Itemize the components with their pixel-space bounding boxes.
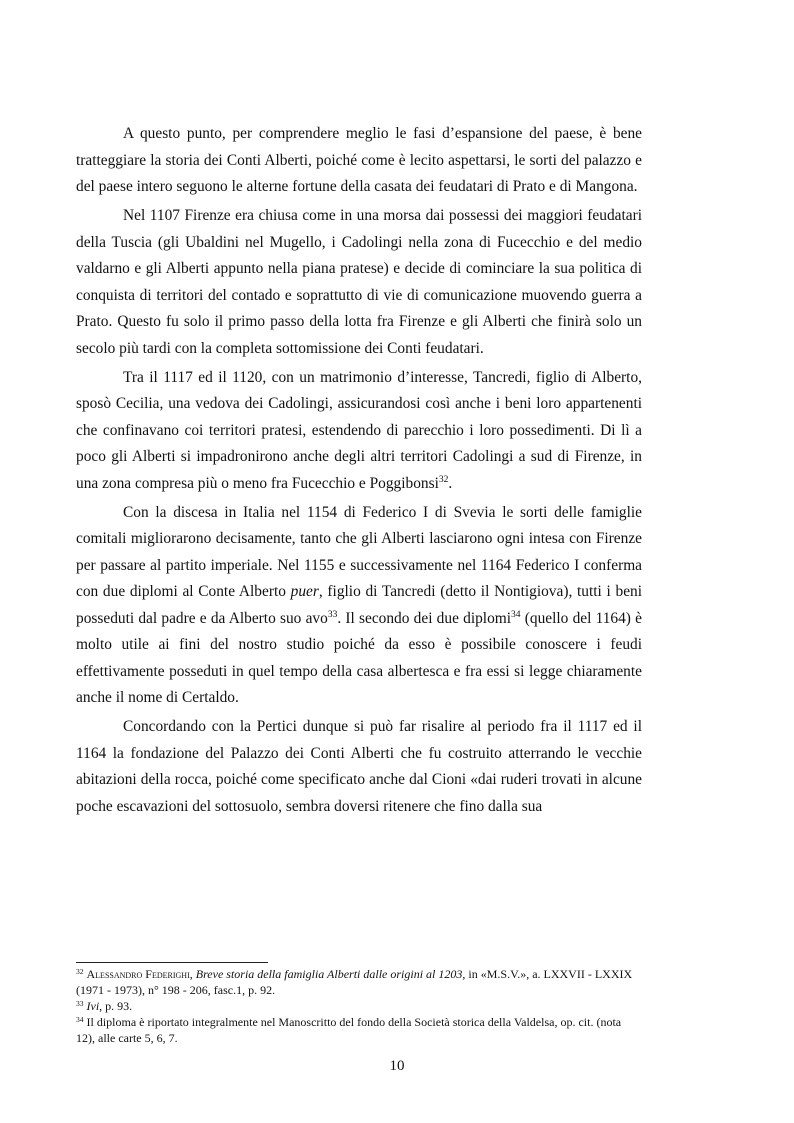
paragraph-3-text: Tra il 1117 ed il 1120, con un matrimonio d’interesse, Tancredi, figlio di Alberto, sposò Cecilia, una vedova dei Cadolingi, assicurandosi così anche i beni loro appartenenti che confinavano coi territori pratesi, estendendo di parecchio i loro possedimenti. Di lì a poco gli Alberti si impadronirono anche degli altri territori Cadolingi a sud di Firenze, in una zona compresa più o meno fra Fucecchio e Poggibonsi	[76, 368, 642, 492]
paragraph-4-italic: puer	[290, 583, 319, 600]
footnote-ivi: Ivi	[86, 999, 100, 1013]
paragraph-4-text-a: Con la discesa in Italia nel 1154 di Federico I di Svevia le sorti delle famiglie comitali migliorarono decisamente, tanto che gli Alberti lasciarono ogni intesa con Firenze per passare al partito imperiale. Nel 1155 e successivamente nel 1164 Federico I conferma con due diplomi al Conte Alberto	[76, 503, 642, 600]
page-number: 10	[389, 1058, 405, 1074]
footnote-ref-34[interactable]: 34	[511, 609, 521, 620]
footnote-number: 32	[76, 967, 84, 976]
footnote-text: , in «M.S.V.», a. LXXVII - LXXIX (1971 - 1973), n° 198 - 206, fasc.1, p. 92.	[76, 967, 633, 997]
paragraph-2-text: Nel 1107 Firenze era chiusa come in una morsa dai possessi dei maggiori feudatari della Tuscia (gli Ubaldini nel Mugello, i Cadolingi nella zona di Fucecchio e del medio valdarno e gli Alberti appunto nella piana pratese) e decide di cominciare la sua politica di conquista di territori del contado e soprattutto di vie di comunicazione muovendo guerra a Prato. Questo fu solo il primo passo della lotta fra Firenze e gli Alberti che finirà solo un secolo più tardi con la completa sottomissione dei Conti feudatari.	[76, 207, 642, 357]
paragraph-3	[76, 365, 642, 498]
paragraph-2	[76, 203, 642, 362]
footnotes	[76, 966, 642, 1046]
footnote-34	[76, 1014, 642, 1046]
footnote-33	[76, 998, 642, 1014]
footnote-number: 33	[76, 999, 84, 1008]
footnote-separator: ,	[189, 967, 196, 981]
paragraph-5-text: Concordando con la Pertici dunque si può far risalire al periodo fra il 1117 ed il 1164 la fondazione del Palazzo dei Conti Alberti che fu costruito atterrando le vecchie abitazioni della rocca, poiché come specificato anche dal Cioni «dai ruderi trovati in alcune poche escavazioni del sottosuolo, sembra doversi ritenere che fino dalla sua	[76, 718, 642, 815]
paragraph-4-text-b: , figlio di Tancredi (detto il Nontigiova), tutti i beni posseduti dal padre e da Alberto suo avo	[76, 583, 643, 627]
body-text	[76, 121, 642, 823]
footnote-number: 34	[76, 1015, 84, 1024]
paragraph-5	[76, 714, 642, 820]
paragraph-4	[76, 500, 642, 712]
footnote-ref-33[interactable]: 33	[327, 609, 338, 620]
footnote-text: Il diploma è riportato integralmente nel Manoscritto del fondo della Società storica della Valdelsa, op. cit. (nota 12), alle carte 5, 6, 7.	[76, 1015, 622, 1045]
footnote-author: Alessandro Federighi	[86, 967, 190, 981]
paragraph-4-text-c: . Il secondo dei due diplomi	[337, 609, 512, 627]
footnote-title: Breve storia della famiglia Alberti dalle origini al 1203	[195, 967, 463, 981]
paragraph-1	[76, 121, 642, 201]
paragraph-1-text: A questo punto, per comprendere meglio le fasi d’espansione del paese, è bene tratteggiare la storia dei Conti Alberti, poiché come è lecito aspettarsi, le sorti del palazzo e del paese intero seguono le alterne fortune della casata dei feudatari di Prato e di Mangona.	[76, 125, 642, 195]
footnote-32	[76, 966, 642, 998]
footnote-divider	[76, 962, 268, 963]
paragraph-4-text-d: (quello del 1164) è molto utile ai fini del nostro studio poiché da esso è possibile conoscere i feudi effettivamente posseduti in quel tempo della casa albertesca e fra essi si legge chiaramente anche il nome di Certaldo.	[76, 609, 642, 706]
paragraph-3-end: .	[448, 474, 453, 492]
footnote-text: , p. 93.	[99, 999, 133, 1013]
footnote-ref-32[interactable]: 32	[438, 474, 449, 485]
